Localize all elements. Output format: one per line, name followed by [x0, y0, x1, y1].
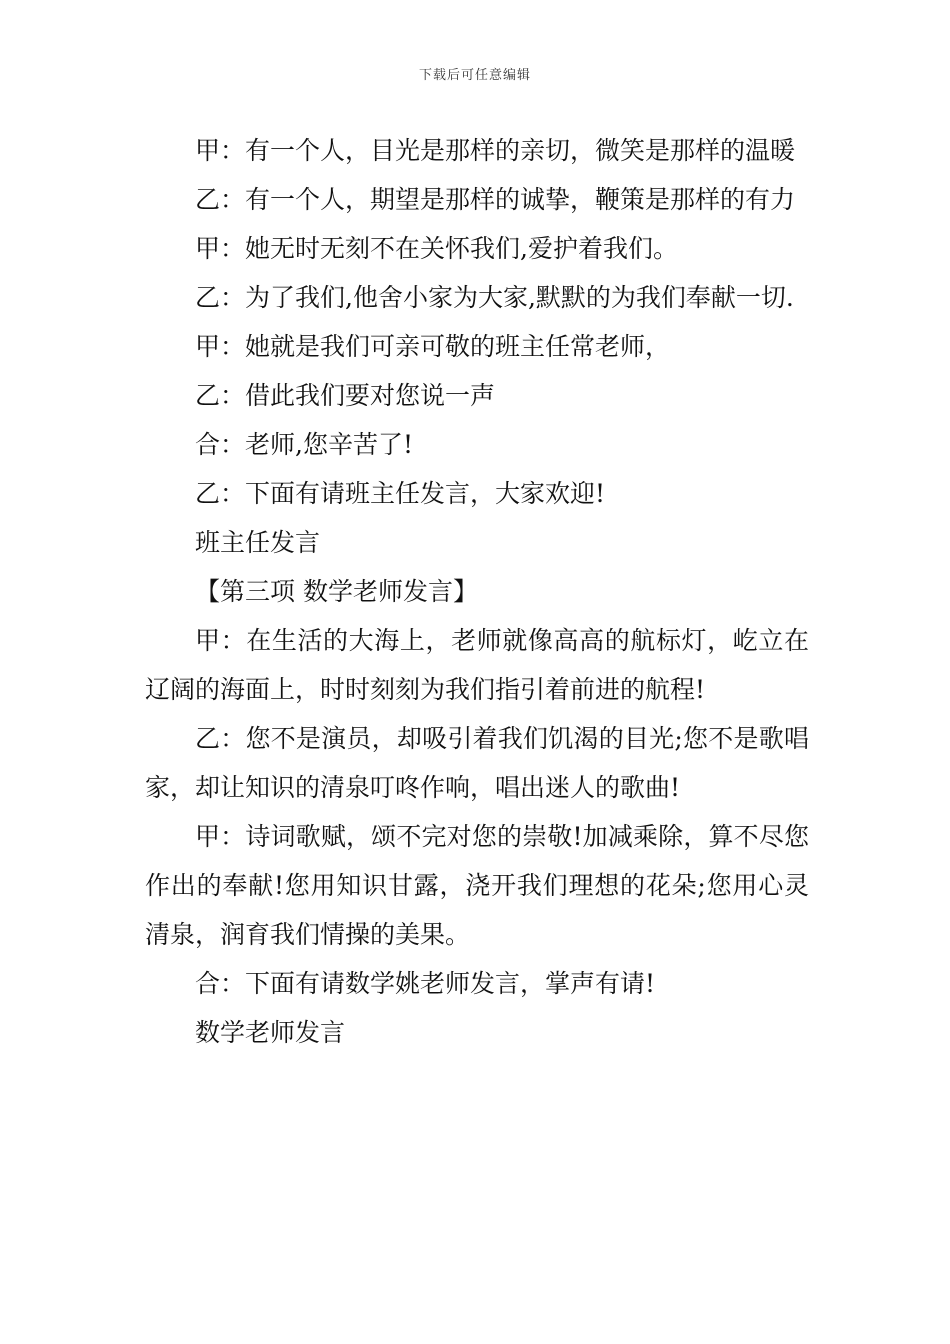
paragraph: 乙：为了我们,他舍小家为大家,默默的为我们奉献一切.: [195, 283, 794, 312]
paragraph: 乙：有一个人，期望是那样的诚挚，鞭策是那样的有力: [195, 185, 796, 214]
page-header: 下载后可任意编辑: [418, 68, 531, 83]
section-heading: 【第三项 数学老师发言】: [195, 577, 478, 606]
paragraph: 甲：诗词歌赋，颂不完对您的崇敬!加减乘除，算不尽您作出的奉献!您用知识甘露，浇开我们理想的花朵;您用心灵清泉，润育我们情操的美果。: [145, 822, 809, 949]
paragraph: 甲：她无时无刻不在关怀我们,爱护着我们。: [195, 234, 678, 263]
paragraph: 乙：下面有请班主任发言，大家欢迎!: [195, 479, 606, 508]
paragraph: 班主任发言: [195, 528, 321, 557]
paragraph: 合：老师,您辛苦了!: [195, 430, 413, 459]
paragraph: 乙：借此我们要对您说一声: [195, 381, 496, 410]
document-body: [145, 126, 809, 1057]
paragraph: 甲：在生活的大海上，老师就像高高的航标灯，屹立在辽阔的海面上，时时刻刻为我们指引着前进的航程!: [145, 626, 809, 704]
paragraph: 乙：您不是演员，却吸引着我们饥渴的目光;您不是歌唱家，却让知识的清泉叮咚作响，唱出迷人的歌曲!: [145, 724, 809, 802]
paragraph: 数学老师发言: [195, 1018, 346, 1047]
paragraph: 甲：她就是我们可亲可敬的班主任常老师，: [195, 332, 671, 361]
paragraph: 甲：有一个人，目光是那样的亲切，微笑是那样的温暖: [195, 136, 796, 165]
paragraph: 合：下面有请数学姚老师发言，掌声有请!: [195, 969, 656, 998]
